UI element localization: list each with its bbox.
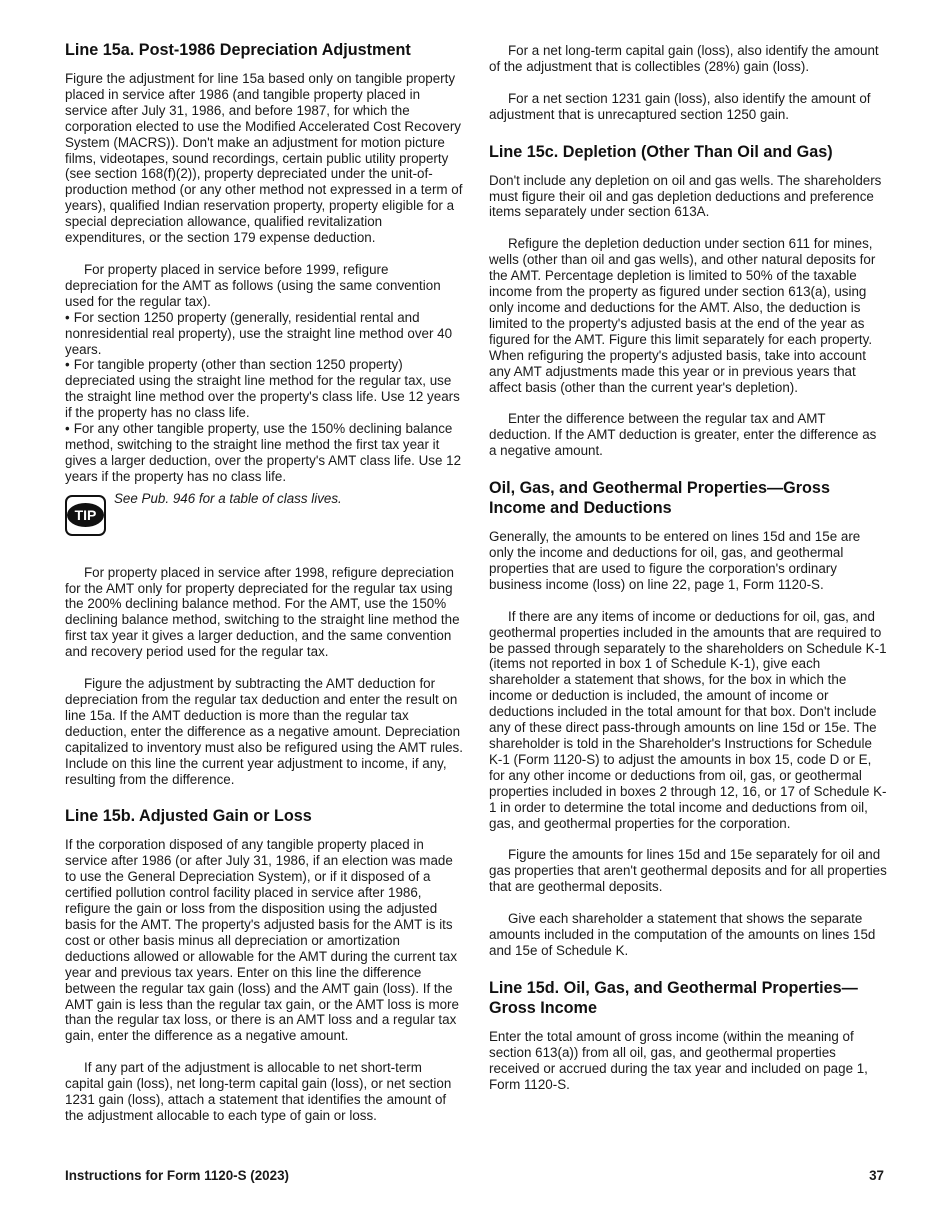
paragraph: Generally, the amounts to be entered on lines 15d and 15e are only the income and deductions for oil, gas, and geothermal properties that are used to figure the corporation's ordinary business income (loss) on line 22, page 1, Form 1120-S.: [489, 529, 861, 592]
heading-line-15a: Line 15a. Post-1986 Depreciation Adjustment: [65, 41, 411, 59]
list-item: • For any other tangible property, use the 150% declining balance method, switching to the straight line method the first tax year it gives a larger deduction, over the property's AMT class life. Use 12 years if the property has no class life.: [65, 421, 462, 484]
tip-box: [65, 491, 463, 551]
heading-line-15d: Line 15d. Oil, Gas, and Geothermal Properties—Gross Income: [489, 978, 858, 1017]
paragraph: Enter the total amount of gross income (within the meaning of section 613(a)) from all oil, gas, and geothermal properties received or accrued during the tax year and included on page 1, Form 1120-S.: [489, 1028, 868, 1092]
paragraph: Enter the difference between the regular tax and AMT deduction. If the AMT deduction is greater, enter the difference as a negative amount.: [489, 411, 877, 459]
tip-icon: TIP: [65, 495, 106, 536]
paragraph: If there are any items of income or deductions for oil, gas, and geothermal properties included in the amounts that are required to be passed through separately to the shareholders on Schedule K-1 (items not reported in box 1 of Schedule K-1), give each shareholder a statement that shows, for the box in which the income or deduction is included, the amount of income or deductions included in the total amount for that box. Don't include any of these direct pass-through amounts on line 15d or 15e. The shareholder is told in the Shareholder's Instructions for Schedule K-1 (Form 1120-S) to adjust the amounts in box 15, code D or E, for any other income or deductions from oil, gas, or geothermal properties included in boxes 2 through 12, 16, or 17 of Schedule K-1 in order to determine the total income and deductions from oil, gas, and geothermal properties for the corporation.: [489, 608, 887, 831]
paragraph: Figure the adjustment for line 15a based only on tangible property placed in service after 1986 (and tangible property placed in service after July 31, 1986, and before 1987, for which the corporation elected to use the Modified Accelerated Cost Recovery System (MACRS)). Don't make an adjustment for motion picture films, videotapes, sound recordings, certain public utility property (see section 168(f)(2)), property depreciated under the unit-of-production method (or any other method not expressed in a term of years), qualified Indian reservation property, property eligible for a special depreciation allowance, qualified revitalization expenditures, or the section 179 expense deduction.: [65, 71, 463, 246]
paragraph: Figure the adjustment by subtracting the AMT deduction for depreciation from the regular tax deduction and enter the result on line 15a. If the AMT deduction is more than the regular tax deduction, enter the difference as a negative amount. Depreciation capitalized to inventory must also be refigured using the AMT rules. Include on this line the current year adjustment to income, if any, resulting from the difference.: [65, 676, 463, 787]
paragraph: Give each shareholder a statement that shows the separate amounts included in the computation of the amounts on lines 15d and 15e of Schedule K.: [489, 911, 876, 958]
paragraph: Figure the amounts for lines 15d and 15e separately for oil and gas properties that aren't geothermal deposits and for all properties that are geothermal deposits.: [489, 847, 887, 895]
paragraph: Refigure the depletion deduction under section 611 for mines, wells (other than oil and gas wells), and other natural deposits for the AMT. Percentage depletion is limited to 50% of the taxable income from the property as figured under section 613(a), using only income and deductions for the AMT. Also, the deduction is limited to the property's adjusted basis at the end of the year as figured for the AMT. Figure this limit separately for each property. When refiguring the property's adjusted basis, take into account any AMT adjustments made this year or in previous years that affect basis (other than the current year's depletion).: [489, 236, 876, 395]
list-item: • For tangible property (other than section 1250 property) depreciated using the straight line method for the regular tax, use the straight line method over the property's class life. Use 12 years if the property has no class life.: [65, 357, 460, 421]
bullet-list: [65, 310, 463, 485]
paragraph: For a net long-term capital gain (loss), also identify the amount of the adjustment that is collectibles (28%) gain (loss).: [489, 43, 879, 74]
right-column: [489, 43, 887, 1109]
tip-text: See Pub. 946 for a table of class lives.: [114, 490, 342, 506]
paragraph: For a net section 1231 gain (loss), also identify the amount of adjustment that is unrecaptured section 1250 gain.: [489, 90, 871, 122]
heading-line-15b: Line 15b. Adjusted Gain or Loss: [65, 807, 312, 826]
footer-form-title: Instructions for Form 1120-S (2023): [65, 1168, 289, 1183]
paragraph: For property placed in service after 1998, refigure depreciation for the AMT only for property depreciated for the regular tax using the 200% declining balance method. For the AMT, use the 150% declining balance method, switching to the straight line method the first tax year it gives a larger deduction, and the same convention and recovery period used for the regular tax.: [65, 564, 460, 660]
bullet-icon: •: [65, 357, 70, 373]
page-number: 37: [869, 1168, 884, 1183]
paragraph: If the corporation disposed of any tangible property placed in service after 1986 (or after July 31, 1986, if an election was made to use the General Depreciation System), or if it disposed of a certified pollution control facility placed in service after 1986, refigure the gain or loss from the disposition using the adjusted basis for the AMT. The property's adjusted basis for the AMT is its cost or other basis minus all depreciation or amortization deductions allowed or allowable for the AMT during the current tax year and previous tax years. Enter on this line the difference between the regular tax gain (loss) and the AMT gain (loss). If the AMT gain is less than the regular tax gain, or the AMT loss is more than the regular tax loss, or there is an AMT loss and a regular tax gain, enter the difference as a negative amount.: [65, 837, 459, 1044]
bullet-icon: •: [65, 309, 70, 325]
paragraph: If any part of the adjustment is allocable to net short-term capital gain (loss), net long-term capital gain (loss), or net section 1231 gain (loss), attach a statement that identifies the amount of the adjustment allocable to each type of gain or loss.: [65, 1060, 452, 1123]
left-column: [65, 40, 463, 1140]
list-item: • For section 1250 property (generally, residential rental and nonresidential real property), use the straight line method over 40 years.: [65, 309, 453, 357]
heading-oil-gas-geothermal: Oil, Gas, and Geothermal Properties—Gross Income and Deductions: [489, 479, 830, 518]
paragraph: For property placed in service before 1999, refigure depreciation for the AMT as follows (using the same convention used for the regular tax).: [65, 261, 441, 309]
heading-line-15c: Line 15c. Depletion (Other Than Oil and Gas): [489, 142, 833, 161]
paragraph: Don't include any depletion on oil and gas wells. The shareholders must figure their oil and gas depletion deductions and preference items separately under section 613A.: [489, 172, 882, 220]
bullet-icon: •: [65, 421, 70, 437]
